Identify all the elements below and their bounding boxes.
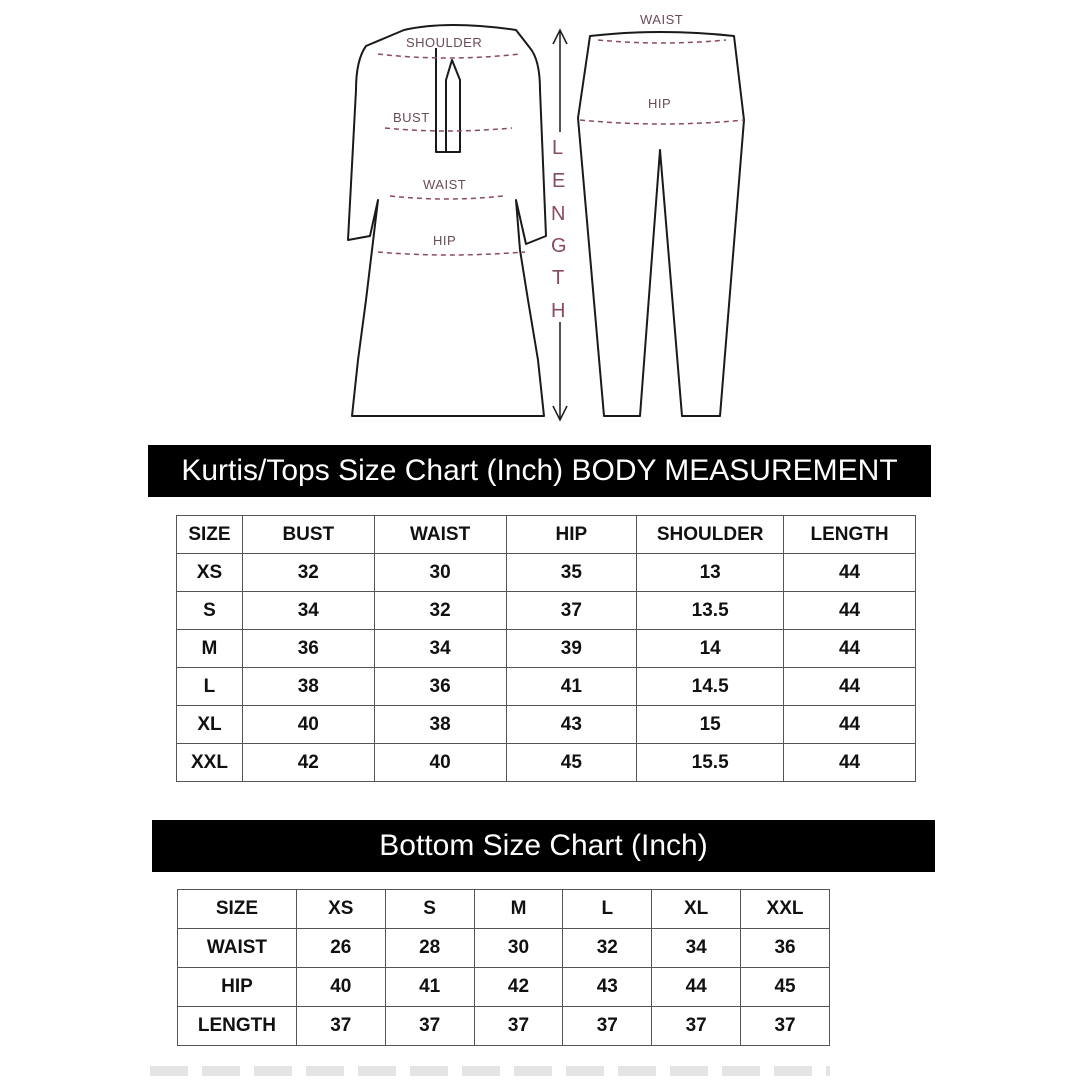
table-cell: 32 — [242, 554, 374, 592]
table-cell: 37 — [296, 1007, 385, 1046]
length-letter-4: G — [551, 235, 567, 257]
table-cell: 35 — [506, 554, 637, 592]
table-cell: 37 — [652, 1007, 741, 1046]
table-cell: 40 — [296, 968, 385, 1007]
header-cell: LENGTH — [784, 516, 916, 554]
table-cell: 37 — [474, 1007, 563, 1046]
table-cell: 13 — [637, 554, 784, 592]
table-cell: LENGTH — [178, 1007, 297, 1046]
tops-chart-title: Kurtis/Tops Size Chart (Inch) BODY MEASUREMENT — [148, 445, 931, 497]
table-cell: 41 — [385, 968, 474, 1007]
table-row — [177, 706, 916, 744]
shoulder-label: SHOULDER — [406, 35, 483, 50]
bottom-chart-title: Bottom Size Chart (Inch) — [152, 820, 935, 872]
table-row — [177, 592, 916, 630]
pants-waist-label: WAIST — [640, 12, 684, 27]
table-cell: 13.5 — [637, 592, 784, 630]
table-row — [177, 668, 916, 706]
table-cell: 39 — [506, 630, 637, 668]
length-letter-5: T — [552, 267, 565, 289]
table-cell: 26 — [296, 929, 385, 968]
table-header-row — [177, 516, 916, 554]
table-cell: 45 — [741, 968, 830, 1007]
table-cell: 37 — [506, 592, 637, 630]
table-cell: 14 — [637, 630, 784, 668]
table-cell: 36 — [741, 929, 830, 968]
length-letter-1: L — [552, 137, 564, 159]
table-cell: 32 — [374, 592, 506, 630]
table-cell: XL — [177, 706, 243, 744]
table-row — [178, 968, 830, 1007]
table-cell: S — [177, 592, 243, 630]
faint-footer-text — [150, 1066, 830, 1076]
header-cell: BUST — [242, 516, 374, 554]
table-cell: 42 — [242, 744, 374, 782]
length-letter-6: H — [551, 300, 566, 322]
table-cell: 34 — [242, 592, 374, 630]
header-cell: XXL — [741, 890, 830, 929]
table-cell: 42 — [474, 968, 563, 1007]
table-cell: 14.5 — [637, 668, 784, 706]
table-cell: 30 — [374, 554, 506, 592]
table-cell: 28 — [385, 929, 474, 968]
table-cell: XS — [177, 554, 243, 592]
table-cell: 43 — [563, 968, 652, 1007]
bust-label: BUST — [393, 110, 430, 125]
header-cell: WAIST — [374, 516, 506, 554]
header-cell: M — [474, 890, 563, 929]
table-cell: 44 — [784, 554, 916, 592]
header-cell: SHOULDER — [637, 516, 784, 554]
table-cell: 40 — [374, 744, 506, 782]
table-cell: 34 — [652, 929, 741, 968]
kurti-measure-lines — [378, 54, 525, 255]
table-row — [178, 929, 830, 968]
table-cell: 40 — [242, 706, 374, 744]
pants-measure-lines — [580, 40, 744, 124]
length-letter-3: N — [551, 203, 566, 225]
table-cell: 15.5 — [637, 744, 784, 782]
bottom-size-table — [177, 889, 830, 1046]
garment-diagram — [0, 0, 1080, 430]
table-cell: M — [177, 630, 243, 668]
table-cell: 43 — [506, 706, 637, 744]
table-header-row — [178, 890, 830, 929]
header-cell: SIZE — [178, 890, 297, 929]
table-cell: 36 — [374, 668, 506, 706]
table-cell: 44 — [784, 592, 916, 630]
table-cell: 37 — [563, 1007, 652, 1046]
table-row — [177, 554, 916, 592]
table-cell: 37 — [385, 1007, 474, 1046]
waist-label: WAIST — [423, 177, 467, 192]
table-cell: XXL — [177, 744, 243, 782]
table-row — [178, 1007, 830, 1046]
table-cell: 41 — [506, 668, 637, 706]
header-cell: L — [563, 890, 652, 929]
hip-label: HIP — [433, 233, 457, 248]
table-cell: 34 — [374, 630, 506, 668]
kurti-outline-icon — [348, 25, 546, 416]
pants-hip-label: HIP — [648, 96, 672, 111]
table-cell: 37 — [741, 1007, 830, 1046]
header-cell: S — [385, 890, 474, 929]
header-cell: XS — [296, 890, 385, 929]
length-letter-2: E — [552, 170, 566, 192]
header-cell: XL — [652, 890, 741, 929]
table-cell: 44 — [652, 968, 741, 1007]
table-cell: 44 — [784, 706, 916, 744]
tops-size-table — [176, 515, 916, 782]
table-cell: 44 — [784, 668, 916, 706]
table-cell: WAIST — [178, 929, 297, 968]
table-cell: 15 — [637, 706, 784, 744]
table-cell: L — [177, 668, 243, 706]
table-cell: 38 — [242, 668, 374, 706]
table-row — [177, 744, 916, 782]
table-cell: 32 — [563, 929, 652, 968]
pants-outline-icon — [578, 32, 744, 416]
table-cell: 30 — [474, 929, 563, 968]
table-cell: 36 — [242, 630, 374, 668]
table-cell: 44 — [784, 744, 916, 782]
table-cell: 38 — [374, 706, 506, 744]
header-cell: SIZE — [177, 516, 243, 554]
table-row — [177, 630, 916, 668]
table-cell: 44 — [784, 630, 916, 668]
table-cell: 45 — [506, 744, 637, 782]
header-cell: HIP — [506, 516, 637, 554]
table-cell: HIP — [178, 968, 297, 1007]
